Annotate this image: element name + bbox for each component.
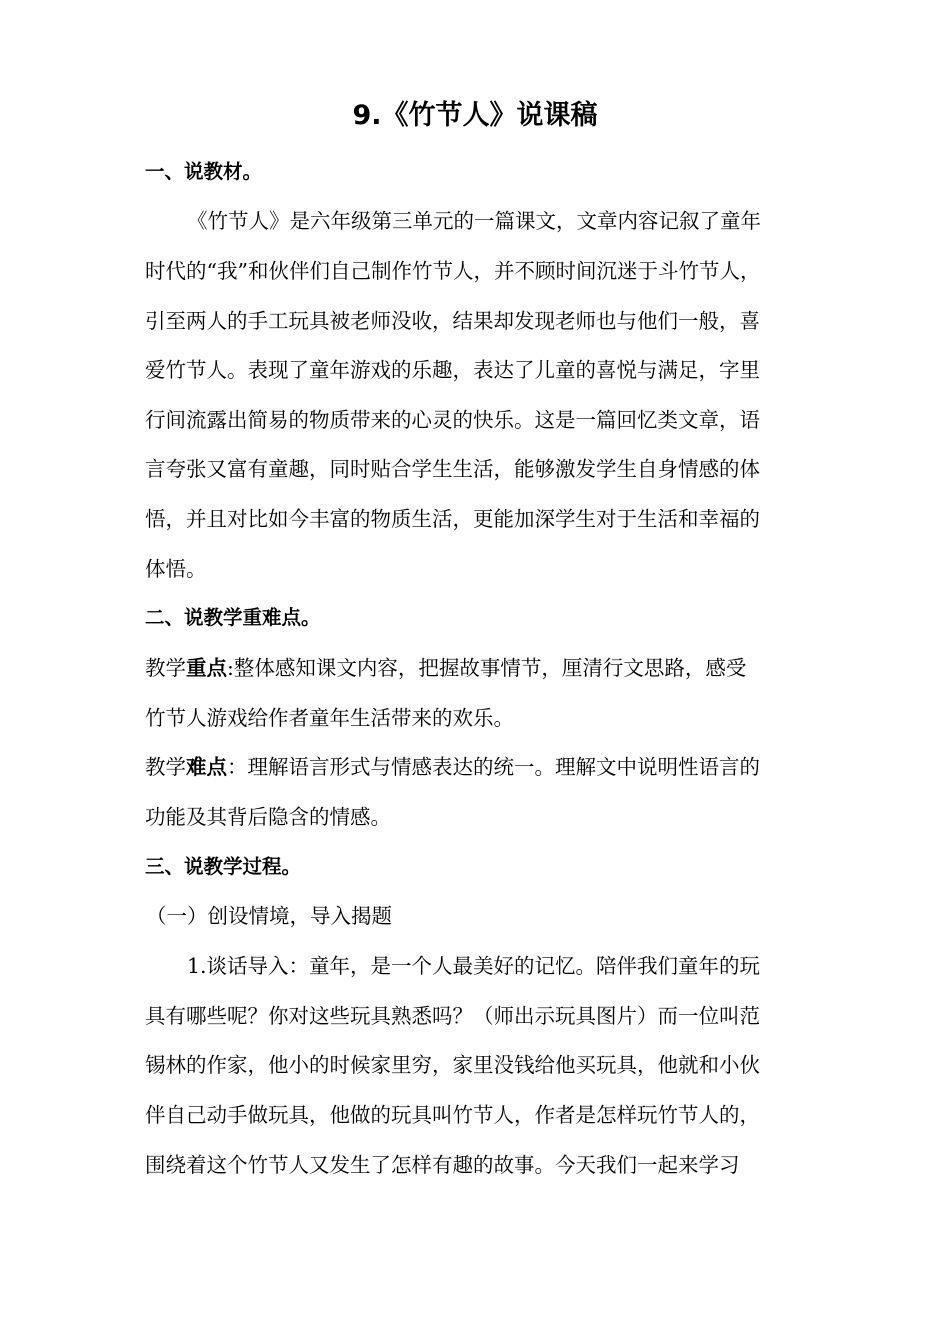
paragraph-line: 伴自己动手做玩具，他做的玩具叫竹节人，作者是怎样玩竹节人的， — [145, 1103, 760, 1127]
sub-heading: （一）创设情境，导入揭题 — [146, 904, 392, 928]
paragraph-line: 引至两人的手工玩具被老师没收，结果却发现老师也与他们一般，喜 — [145, 309, 760, 333]
paragraph-line: 体悟。 — [145, 557, 207, 581]
section-heading-teaching-material: 一、说教材。 — [145, 160, 263, 183]
paragraph-line: 锡林的作家，他小的时候家里穷，家里没钱给他买玩具，他就和小伙 — [145, 1053, 760, 1077]
section-heading-teaching-process: 三、说教学过程。 — [145, 855, 302, 878]
difficult-point-line — [145, 752, 835, 782]
paragraph-line: 1.谈话导入：童年，是一个人最美好的记忆。陪伴我们童年的玩 — [187, 954, 761, 978]
section-heading-key-difficult-points: 二、说教学重难点。 — [145, 606, 321, 629]
difficult-point-text: ：理解语言形式与情感表达的统一。理解文中说明性语言的 — [227, 755, 760, 779]
paragraph-line: 悟，并且对比如今丰富的物质生活，更能加深学生对于生活和幸福的 — [145, 507, 760, 531]
paragraph-line: 行间流露出简易的物质带来的心灵的快乐。这是一篇回忆类文章，语 — [145, 408, 760, 432]
paragraph-line: 言夸张又富有童趣，同时贴合学生生活，能够激发学生自身情感的体 — [145, 457, 760, 481]
paragraph-line: 时代的“我”和伙伴们自己制作竹节人，并不顾时间沉迷于斗竹节人， — [145, 259, 761, 283]
paragraph-line: 围绕着这个竹节人又发生了怎样有趣的故事。今天我们一起来学习 — [145, 1153, 740, 1177]
paragraph-line: 爱竹节人。表现了童年游戏的乐趣，表达了儿童的喜悦与满足，字里 — [145, 358, 760, 382]
difficult-point-prefix: 教学 — [145, 755, 186, 779]
difficult-point-line-continued: 功能及其背后隐含的情感。 — [145, 805, 391, 829]
difficult-point-label: 难点 — [186, 755, 227, 779]
key-point-line-continued: 竹节人游戏给作者童年生活带来的欢乐。 — [145, 706, 514, 730]
key-point-text: :整体感知课文内容，把握故事情节，厘清行文思路，感受 — [227, 656, 747, 680]
key-point-prefix: 教学 — [145, 656, 186, 680]
paragraph-line: 具有哪些呢？你对这些玩具熟悉吗？（师出示玩具图片）而一位叫范 — [145, 1004, 760, 1028]
document-title: 9.《竹节人》说课稿 — [352, 100, 598, 131]
key-point-line — [145, 653, 835, 683]
paragraph-line: 《竹节人》是六年级第三单元的一篇课文，文章内容记叙了童年 — [187, 209, 761, 233]
key-point-label: 重点 — [186, 656, 227, 680]
